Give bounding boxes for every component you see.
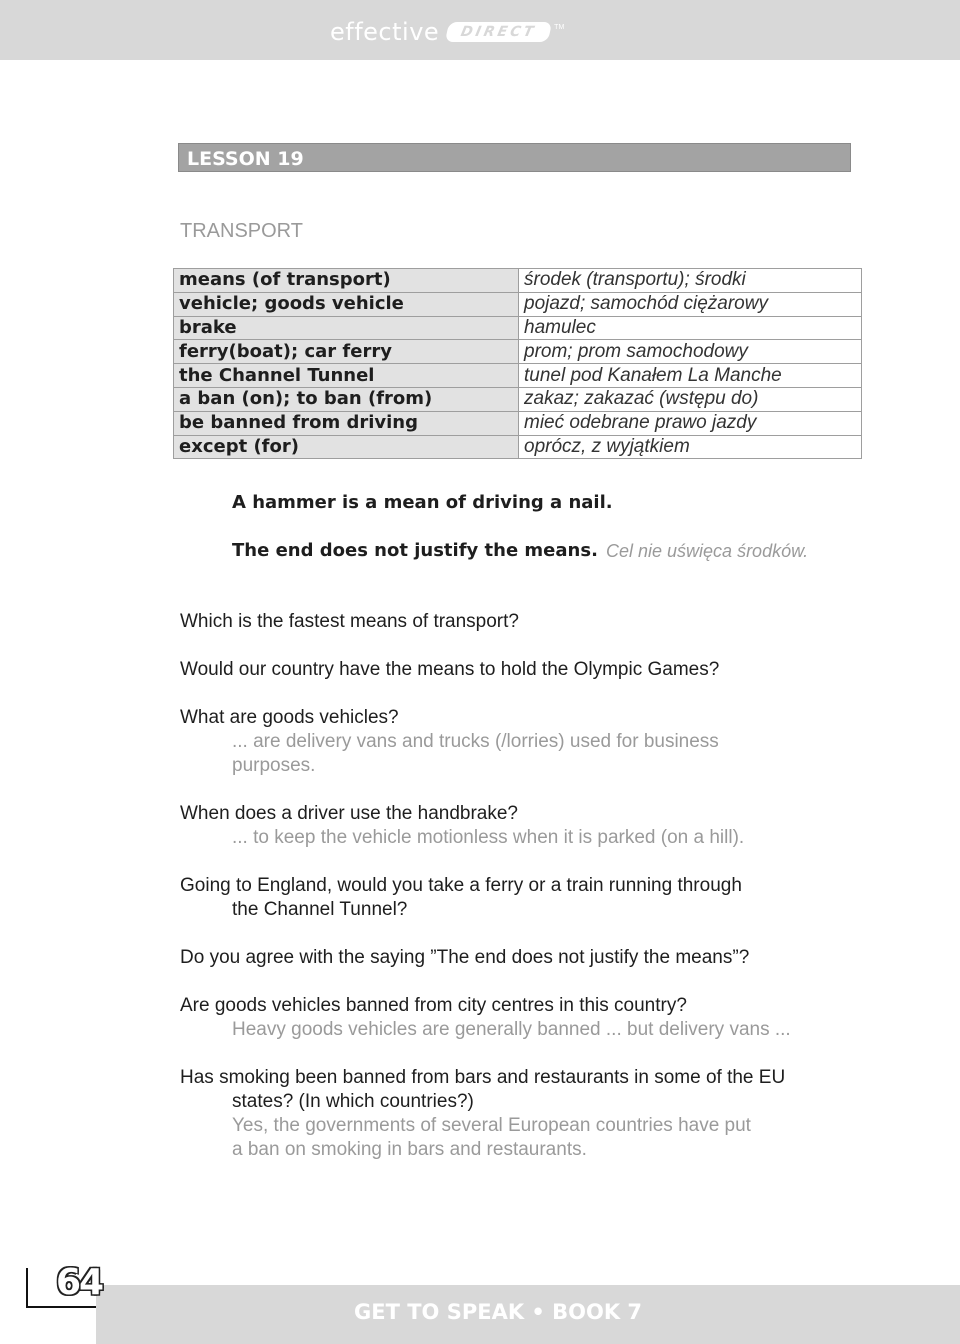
question-8-line-1: Has smoking been banned from bars and restaurants in some of the EU (180, 1067, 786, 1088)
example-sentence-2: The end does not justify the means. (232, 540, 598, 561)
vocab-english: ferry(boat); car ferry (174, 340, 519, 364)
question-2: Would our country have the means to hold the Olympic Games? (180, 659, 720, 680)
vocab-polish: zakaz; zakazać (wstępu do) (519, 387, 862, 411)
question-6: Do you agree with the saying ”The end does not justify the means”? (180, 947, 750, 968)
vocab-english: be banned from driving (174, 411, 519, 435)
answer-7: Heavy goods vehicles are generally banned ... but delivery vans ... (232, 1019, 791, 1040)
header-band (0, 0, 960, 60)
vocab-polish: tunel pod Kanałem La Manche (519, 364, 862, 388)
brand-word: effective (330, 18, 440, 46)
table-row (174, 269, 862, 293)
lesson-title: LESSON 19 (187, 148, 304, 170)
lesson-bar (178, 143, 851, 172)
question-8-line-2: states? (In which countries?) (232, 1091, 474, 1112)
vocab-english: means (of transport) (174, 269, 519, 293)
vocab-polish: środek (transportu); środki (519, 269, 862, 293)
vocab-english: except (for) (174, 435, 519, 459)
vocab-english: the Channel Tunnel (174, 364, 519, 388)
answer-4: ... to keep the vehicle motionless when it is parked (on a hill). (232, 827, 745, 848)
table-row (174, 387, 862, 411)
question-5-line-1: Going to England, would you take a ferry or a train running through (180, 875, 742, 896)
vocab-polish: hamulec (519, 316, 862, 340)
question-4: When does a driver use the handbrake? (180, 803, 518, 824)
answer-3-line-1: ... are delivery vans and trucks (/lorries) used for business (232, 731, 719, 752)
vocab-polish: mieć odebrane prawo jazdy (519, 411, 862, 435)
question-5-line-2: the Channel Tunnel? (232, 899, 408, 920)
brand-logo (330, 18, 564, 46)
vocab-polish: oprócz, z wyjątkiem (519, 435, 862, 459)
vocab-table (173, 268, 862, 459)
table-row (174, 292, 862, 316)
section-title: TRANSPORT (180, 220, 303, 242)
answer-8-line-2: a ban on smoking in bars and restaurants. (232, 1139, 587, 1160)
vocab-polish: prom; prom samochodowy (519, 340, 862, 364)
answer-8-line-1: Yes, the governments of several European countries have put (232, 1115, 751, 1136)
vocab-polish: pojazd; samochód ciężarowy (519, 292, 862, 316)
table-row (174, 411, 862, 435)
example-translation: Cel nie uświęca środków. (606, 541, 809, 561)
brand-badge: DIRECT (445, 22, 552, 42)
page-corner-mark (26, 1268, 28, 1308)
question-7: Are goods vehicles banned from city centres in this country? (180, 995, 687, 1016)
table-row (174, 316, 862, 340)
question-1: Which is the fastest means of transport? (180, 611, 519, 632)
example-sentence-1: A hammer is a mean of driving a nail. (232, 492, 613, 513)
vocab-english: brake (174, 316, 519, 340)
footer-text: GET TO SPEAK • BOOK 7 (354, 1300, 643, 1324)
vocab-english: vehicle; goods vehicle (174, 292, 519, 316)
page-number: 64 (56, 1262, 103, 1303)
table-row (174, 364, 862, 388)
table-row (174, 340, 862, 364)
table-row (174, 435, 862, 459)
page-corner-line (26, 1306, 96, 1308)
vocab-english: a ban (on); to ban (from) (174, 387, 519, 411)
answer-3-line-2: purposes. (232, 755, 316, 776)
brand-trademark: TM (554, 23, 565, 31)
question-3: What are goods vehicles? (180, 707, 399, 728)
